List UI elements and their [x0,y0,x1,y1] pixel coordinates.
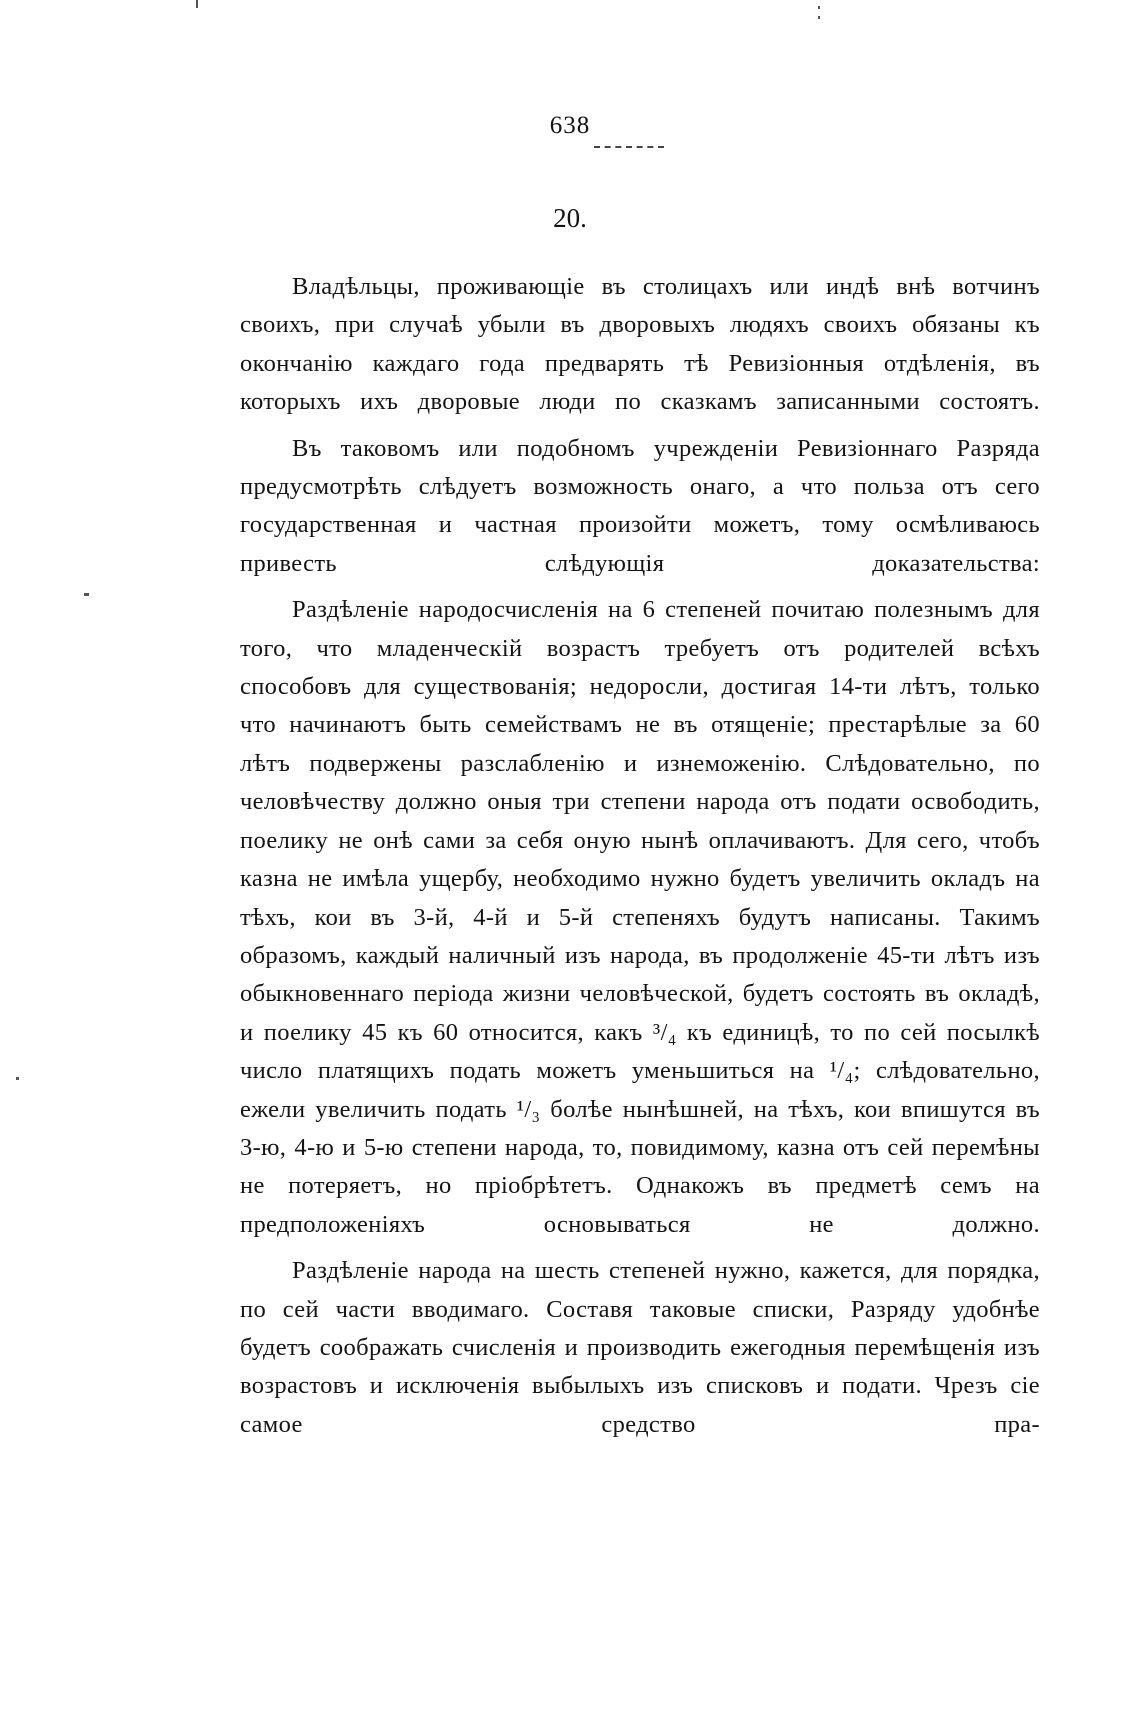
scan-edge-mark [818,16,820,19]
paragraph: Владѣльцы, проживающіе въ столицахъ или индѣ внѣ вотчинъ своихъ, при случаѣ убыли въ дворовыхъ людяхъ своихъ обязаны къ окончанію каждаго года предварять тѣ Ревизіонныя отдѣленія, въ которыхъ ихъ дворовые люди по сказкамъ записанными состоятъ. [240,273,1040,416]
scan-edge-mark [818,6,820,9]
scan-dust-mark [16,1077,19,1080]
paragraph: Въ таковомъ или подобномъ учрежденіи Ревизіоннаго Разряда предусмотрѣть слѣдуетъ возможность онаго, а что польза отъ сего государственная и частная произойти можетъ, тому осмѣливаюсь привесть слѣдующія доказательства: [240,434,1040,577]
section-number: 20. [553,203,587,233]
scan-edge-mark [196,0,198,8]
body-text [240,268,1040,1444]
scan-dust-mark [84,593,89,596]
page-number-rule [594,146,664,148]
paragraph: Раздѣленіе народа на шесть степеней нужно, кажется, для порядка, по сей части вводимаго. Составя таковые списки, Разряду удобнѣе будетъ соображать счисленія и производить ежегодныя перемѣщенія изъ возрастовъ и исключенія выбылыхъ изъ списковъ и подати. Чрезъ сіе самое средство пра- [240,1257,1040,1438]
page-number: 638 [549,112,591,139]
paragraph: Раздѣленіе народосчисленія на 6 степеней почитаю полезнымъ для того, что младенческій возрастъ требуетъ отъ родителей всѣхъ способовъ для существованія; недоросли, достигая 14-ти лѣтъ, только что начинаютъ быть семействамъ не въ отященіе; престарѣлые за 60 лѣтъ подвержены разслабленію и изнеможенію. Слѣдовательно, по человѣчеству должно оныя три степени народа отъ подати освободить, поелику не онѣ сами за себя оную нынѣ оплачиваютъ. Для сего, чтобъ казна не имѣла ущербу, необходимо нужно будетъ увеличить окладъ на тѣхъ, кои въ 3-й, 4-й и 5-й степеняхъ будутъ написаны. Такимъ образомъ, каждый наличный изъ народа, въ продолженіе 45-ти лѣтъ изъ обыкновеннаго періода жизни человѣческой, будетъ состоять въ окладѣ, и поелику 45 къ 60 относится, какъ ³/₄ къ единицѣ, то по сей посылкѣ число платящихъ подать можетъ уменьшиться на ¹/₄; слѣдовательно, ежели увеличить подать ¹/₃ болѣе нынѣшней, на тѣхъ, кои впишутся въ 3-ю, 4-ю и 5-ю степени народа, то, повидимому, казна отъ сей перемѣны не потеряетъ, но пріобрѣтетъ. Однакожъ въ предметѣ семъ на предположеніяхъ основываться не должно. [240,596,1040,1238]
